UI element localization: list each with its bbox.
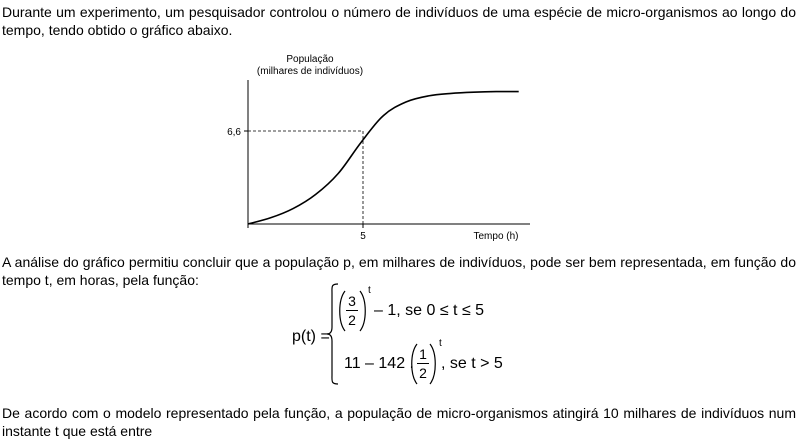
x-tick-label: 5 bbox=[360, 231, 366, 242]
analysis-line-2: tempo t, em horas, pela função: bbox=[2, 272, 199, 288]
case-2-prefix: 11 – 142 . bbox=[344, 355, 414, 372]
fraction-three-halves bbox=[346, 293, 358, 328]
chart-title-line-2: (milhares de indivíduos) bbox=[256, 66, 364, 77]
population-curve bbox=[248, 92, 519, 224]
formula-lhs: p(t) = bbox=[292, 328, 330, 345]
fraction-2-denominator: 2 bbox=[419, 365, 427, 381]
paren-right-1 bbox=[358, 290, 368, 332]
analysis-line-1: A análise do gráfico permitiu concluir que a população p, em milhares de indivíduos, pode ser bem representada, em função do bbox=[2, 254, 796, 270]
y-tick-label: 6,6 bbox=[227, 127, 241, 138]
fraction-1-denominator: 2 bbox=[348, 312, 356, 328]
x-axis-label: Tempo (h) bbox=[473, 231, 519, 242]
exponent-2: t bbox=[439, 338, 442, 349]
intro-line-2: tempo, tendo obtido o gráfico abaixo. bbox=[2, 22, 233, 38]
case-1-rest: – 1, se 0 ≤ t ≤ 5 bbox=[374, 302, 485, 319]
paren-right-2 bbox=[428, 343, 438, 385]
conclusion-line-2: instante t que está entre bbox=[2, 423, 153, 439]
exponent-1: t bbox=[368, 285, 371, 296]
analysis-paragraph bbox=[2, 253, 796, 289]
conclusion-paragraph bbox=[2, 404, 796, 440]
fraction-2-numerator: 1 bbox=[419, 346, 427, 362]
conclusion-line-1: De acordo com o modelo representado pela função, a população de micro-organismos atingirá 10 milhares de indivíduos num bbox=[2, 405, 796, 421]
chart-title-line-1: População bbox=[286, 54, 334, 65]
case-2-rest: , se t > 5 bbox=[441, 355, 503, 372]
fraction-1-numerator: 3 bbox=[348, 293, 356, 309]
intro-line-1: Durante um experimento, um pesquisador controlou o número de indivíduos de uma espécie de micro-organismos ao longo do bbox=[2, 4, 796, 20]
